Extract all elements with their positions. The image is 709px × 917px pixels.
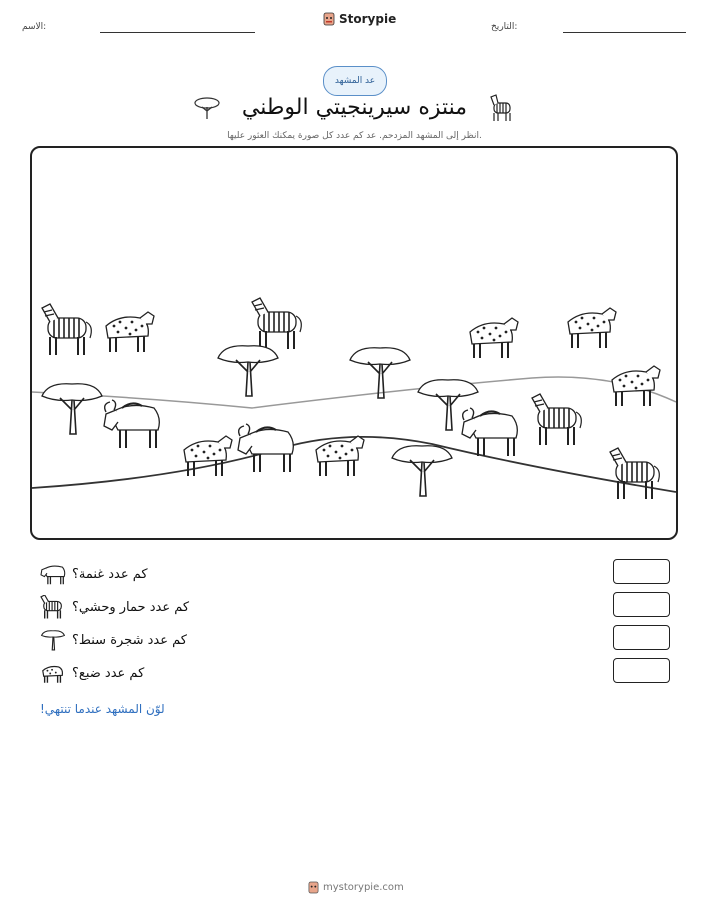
date-line[interactable] — [563, 32, 686, 33]
question-wildebeest — [40, 562, 148, 586]
answer-box-zebra[interactable] — [613, 592, 670, 617]
question-text: كم عدد حمار وحشي؟ — [72, 599, 190, 615]
name-label: الاسم: — [22, 22, 47, 32]
question-text: كم عدد ضبع؟ — [72, 665, 145, 681]
question-hyena — [40, 661, 144, 685]
question-zebra — [40, 595, 189, 619]
footer — [308, 881, 404, 894]
counting-scene — [30, 146, 678, 540]
date-label: التاريخ: — [491, 22, 518, 32]
answer-box-hyena[interactable] — [613, 658, 670, 683]
brand-logo — [323, 12, 396, 26]
page-title-text: منتزه سيرينجيتي الوطني — [241, 95, 468, 120]
coloring-note: لوّن المشهد عندما تنتهي! — [40, 702, 165, 716]
brand-name: Storypie — [339, 12, 397, 26]
scene-drawing — [32, 148, 676, 538]
question-text: كم عدد شجرة سنط؟ — [72, 632, 187, 648]
zebra-icon — [488, 93, 516, 123]
wildebeest-icon — [40, 562, 66, 586]
storypie-mascot-icon — [308, 881, 319, 894]
hyena-icon — [40, 661, 66, 685]
question-text: كم عدد غنمة؟ — [72, 566, 148, 582]
answer-box-acacia-tree[interactable] — [613, 625, 670, 650]
storypie-mascot-icon — [323, 12, 335, 26]
acacia-tree-icon — [40, 628, 66, 652]
answer-box-wildebeest[interactable] — [613, 559, 670, 584]
zebra-icon — [40, 595, 66, 619]
instructions: انظر إلى المشهد المزدحم. عد كم عدد كل صورة يمكنك العثور عليها. — [227, 131, 482, 141]
footer-url[interactable]: mystorypie.com — [323, 882, 404, 893]
name-line[interactable] — [100, 32, 255, 33]
question-acacia-tree — [40, 628, 187, 652]
activity-badge: عد المشهد — [323, 66, 387, 96]
page-title — [0, 93, 709, 123]
acacia-tree-icon — [193, 94, 221, 122]
